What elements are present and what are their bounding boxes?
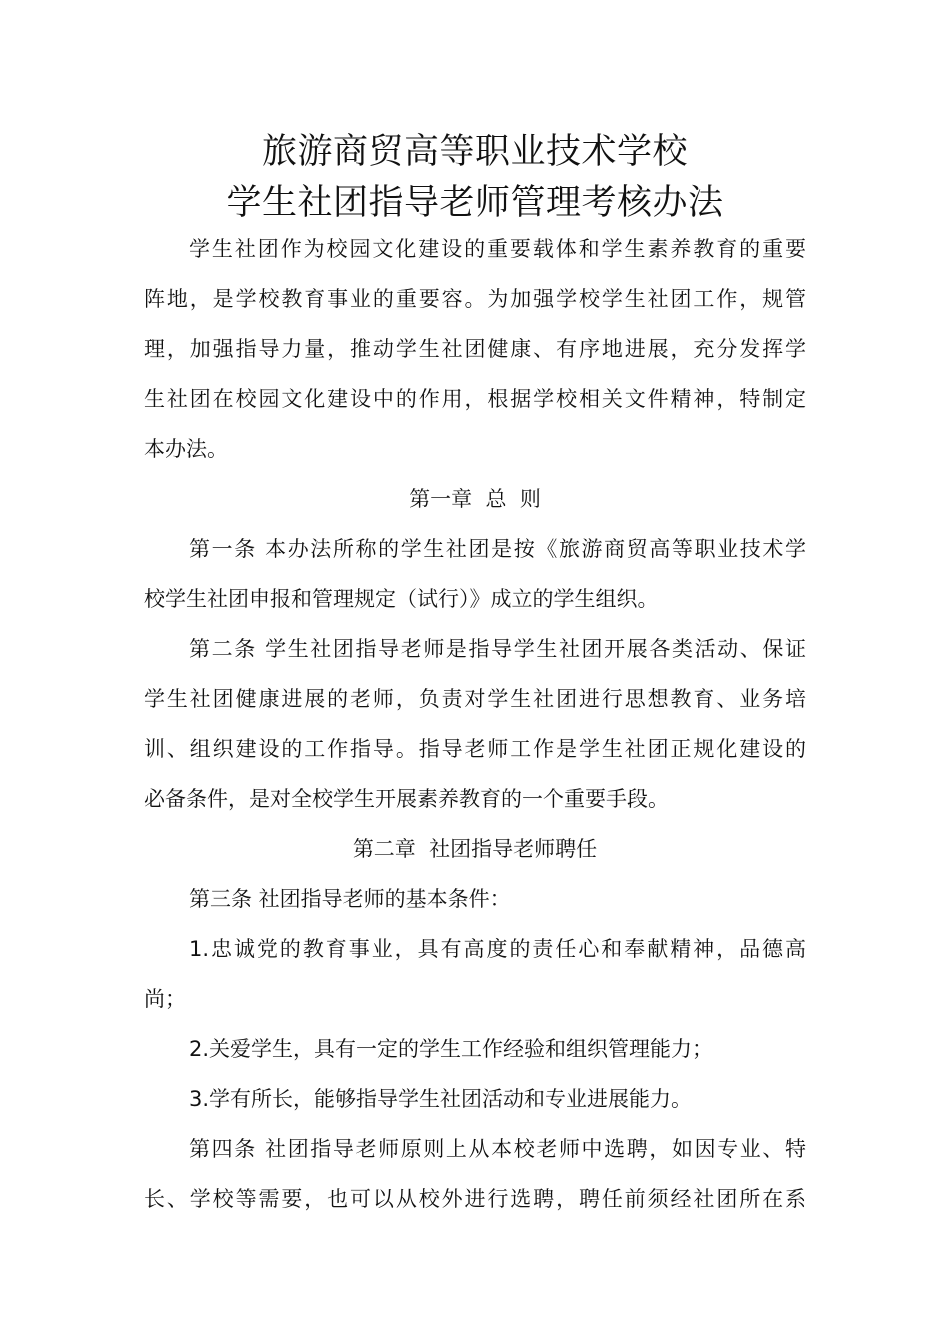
preamble-line: 阵地，是学校教育事业的重要容。为加强学校学生社团工作，规管 [144,287,806,311]
document-title-line-2: 学生社团指导老师管理考核办法 [226,183,724,223]
preamble-line: 学生社团作为校园文化建设的重要载体和学生素养教育的重要 [189,237,806,261]
article-1-line: 第一条 本办法所称的学生社团是按《旅游商贸高等职业技术学 [189,537,806,561]
preamble-line: 理，加强指导力量，推动学生社团健康、有序地进展，充分发挥学 [144,337,806,361]
preamble-line: 生社团在校园文化建设中的作用，根据学校相关文件精神，特制定 [144,387,806,411]
condition-2-line: 2.关爱学生，具有一定的学生工作经验和组织管理能力； [189,1037,714,1061]
article-2-line: 学生社团健康进展的老师，负责对学生社团进行思想教育、业务培 [144,687,806,711]
condition-1-line: 尚； [144,987,186,1011]
chapter-2-heading: 第二章 社团指导老师聘任 [352,837,598,861]
article-2-line: 第二条 学生社团指导老师是指导学生社团开展各类活动、保证 [189,637,806,661]
preamble-line: 本办法。 [144,437,228,461]
condition-1-line: 1.忠诚党的教育事业，具有高度的责任心和奉献精神，品德高 [189,937,806,961]
article-1-line: 校学生社团申报和管理规定（试行）》成立的学生组织。 [144,587,659,611]
condition-3-line: 3.学有所长，能够指导学生社团活动和专业进展能力。 [189,1087,693,1111]
article-2-line: 训、组织建设的工作指导。指导老师工作是学生社团正规化建设的 [144,737,806,761]
article-4-line: 第四条 社团指导老师原则上从本校老师中选聘，如因专业、特 [189,1137,806,1161]
article-2-line: 必备条件，是对全校学生开展素养教育的一个重要手段。 [144,787,669,811]
article-3-line: 第三条 社团指导老师的基本条件： [189,887,511,911]
chapter-1-heading: 第一章 总 则 [409,487,541,511]
document-title-line-1: 旅游商贸高等职业技术学校 [261,132,688,172]
article-4-line: 长、学校等需要，也可以从校外进行选聘，聘任前须经社团所在系 [144,1187,806,1211]
